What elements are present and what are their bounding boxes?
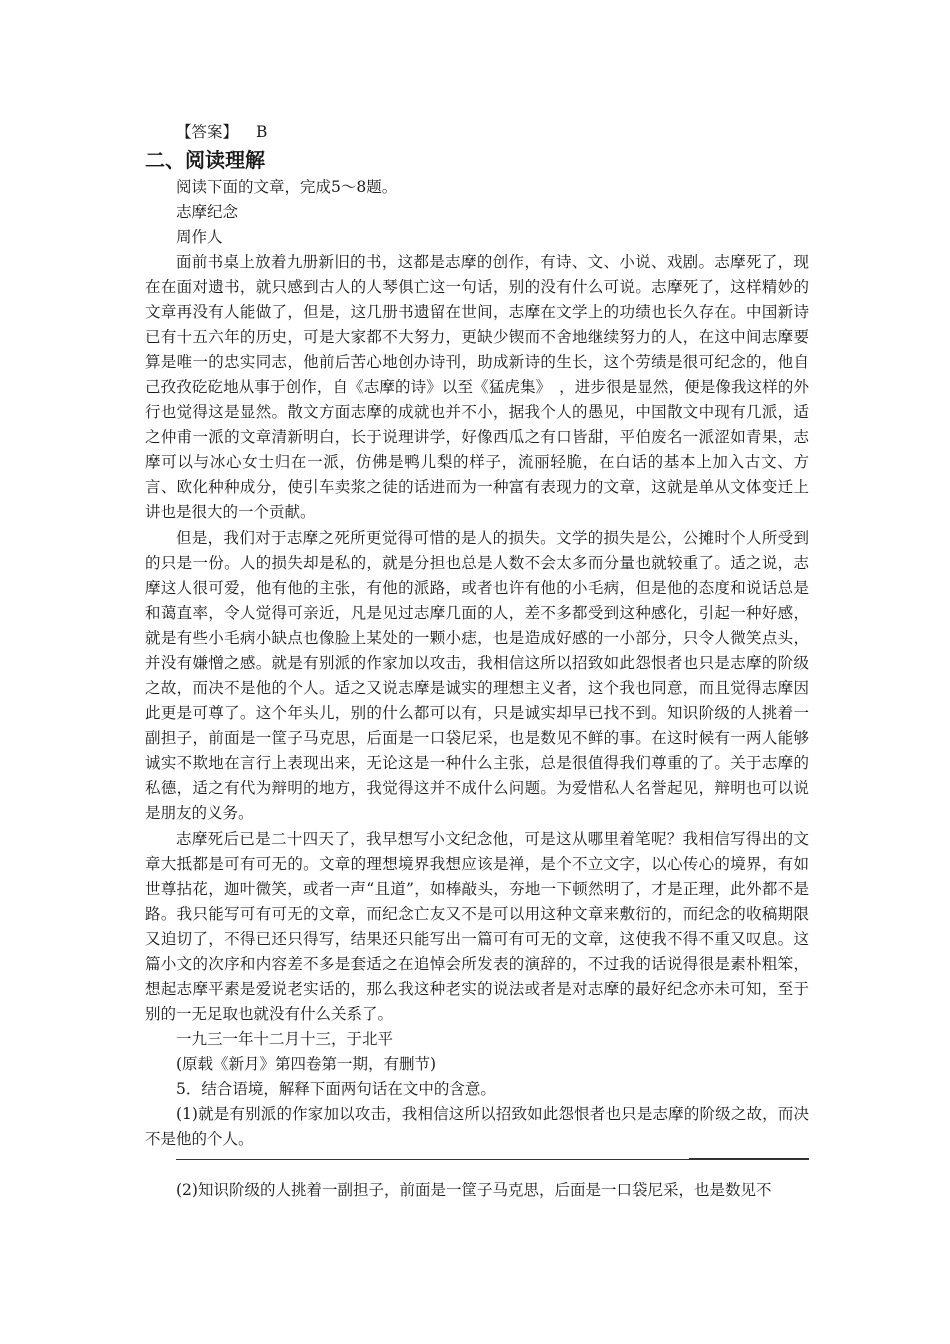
answer-blank-1[interactable] bbox=[145, 1153, 809, 1178]
section-title: 二、阅读理解 bbox=[145, 148, 265, 172]
passage-source: (原载《新月》第四卷第一期，有删节) bbox=[176, 1055, 437, 1073]
answer-label: 【答案】 bbox=[176, 123, 239, 141]
question-5-stem: 5．结合语境，解释下面两句话在文中的含意。 bbox=[176, 1080, 496, 1098]
question-5-item-2: (2)知识阶级的人挑着一副担子，前面是一筐子马克思，后面是一口袋尼采，也是数见不 bbox=[176, 1181, 772, 1199]
passage-date-place: 一九三一年十二月十三，于北平 bbox=[176, 1030, 394, 1048]
answer-underline-end bbox=[689, 1158, 809, 1159]
reading-instruction: 阅读下面的文章，完成5～8题。 bbox=[176, 178, 398, 196]
answer-underline bbox=[176, 1159, 809, 1160]
question-5-item-1: (1)就是有别派的作家加以攻击，我相信这所以招致如此怨恨者也只是志摩的阶级之故，而决不是他的个人。 bbox=[145, 1105, 809, 1148]
passage-author: 周作人 bbox=[176, 228, 223, 246]
passage-paragraph-3: 志摩死后已是二十四天了，我早想写小文纪念他，可是这从哪里着笔呢？我相信写得出的文章大抵都是可有可无的。文章的理想境界我想应该是禅，是个不立文字，以心传心的境界，有如世尊拈花，迦叶微笑，或者一声“且道”，如棒敲头，夯地一下顿然明了，才是正理，此外都不是路。我只能写可有可无的文章，而纪念亡友又不是可以用这种文章来敷衍的，而纪念的收稿期限又迫切了，不得已还只得写，结果还只能写出一篇可有可无的文章，这使我不得不重又叹息。这篇小文的次序和内容差不多是套适之在追悼会所发表的演辞的，不过我的话说得很是素朴粗笨，想起志摩平素是爱说老实话的，那么我这种老实的说法或者是对志摩的最好纪念亦未可知，至于别的一无足取也就没有什么关系了。 bbox=[145, 830, 809, 1023]
passage-title: 志摩纪念 bbox=[176, 203, 239, 221]
answer-value: B bbox=[256, 123, 268, 141]
passage-paragraph-1: 面前书桌上放着九册新旧的书，这都是志摩的创作，有诗、文、小说、戏剧。志摩死了，现在在面对遗书，就只感到古人的人琴俱亡这一句话，别的没有什么可说。志摩死了，这样精妙的文章再没有人能做了，但是，这几册书遗留在世间，志摩在文学上的功绩也长久存在。中国新诗已有十五六年的历史，可是大家都不大努力，更缺少锲而不舍地继续努力的人，在这中间志摩要算是唯一的忠实同志，他前后苦心地创办诗刊，助成新诗的生长，这个劳绩是很可纪念的，他自己孜孜矻矻地从事于创作，自《志摩的诗》以至《猛虎集》 ，进步很是显然，便是像我这样的外行也觉得这是显然。散文方面志摩的成就也并不小，据我个人的愚见，中国散文中现有几派，适之仲甫一派的文章清新明白，长于说理讲学，好像西瓜之有口皆甜，平伯废名一派涩如青果，志摩可以与冰心女士归在一派，仿佛是鸭儿梨的样子，流丽轻脆，在白话的基本上加入古文、方言、欧化种种成分，使引车卖浆之徒的话进而为一种富有表现力的文章，这就是单从文体变迁上讲也是很大的一个贡献。 bbox=[145, 253, 809, 521]
answer-line bbox=[145, 120, 809, 145]
passage-paragraph-2: 但是，我们对于志摩之死所更觉得可惜的是人的损失。文学的损失是公，公摊时个人所受到的只是一份。人的损失却是私的，就是分担也总是人数不会太多而分量也就较重了。适之说，志摩这人很可爱，他有他的主张，有他的派路，或者也许有他的小毛病，但是他的态度和说话总是和蔼直率，令人觉得可亲近，凡是见过志摩几面的人，差不多都受到这种感化，引起一种好感，就是有些小毛病小缺点也像脸上某处的一颗小痣，也是造成好感的一小部分，只令人微笑点头，并没有嫌憎之感。就是有别派的作家加以攻击，我相信这所以招致如此怨恨者也只是志摩的阶级之故，而决不是他的个人。适之又说志摩是诚实的理想主义者，这个我也同意，而且觉得志摩因此更是可尊了。这个年头儿，别的什么都可以有，只是诚实却早已找不到。知识阶级的人挑着一副担子，前面是一筐子马克思，后面是一口袋尼采，也是数见不鲜的事。在这时候有一两人能够诚实不欺地在言行上表现出来，无论这是一种什么主张，总是很值得我们尊重的了。关于志摩的私德，适之有代为辩明的地方，我觉得这并不成什么问题。为爱惜私人名誉起见，辩明也可以说是朋友的义务。 bbox=[145, 529, 809, 822]
document-page bbox=[145, 120, 809, 1203]
